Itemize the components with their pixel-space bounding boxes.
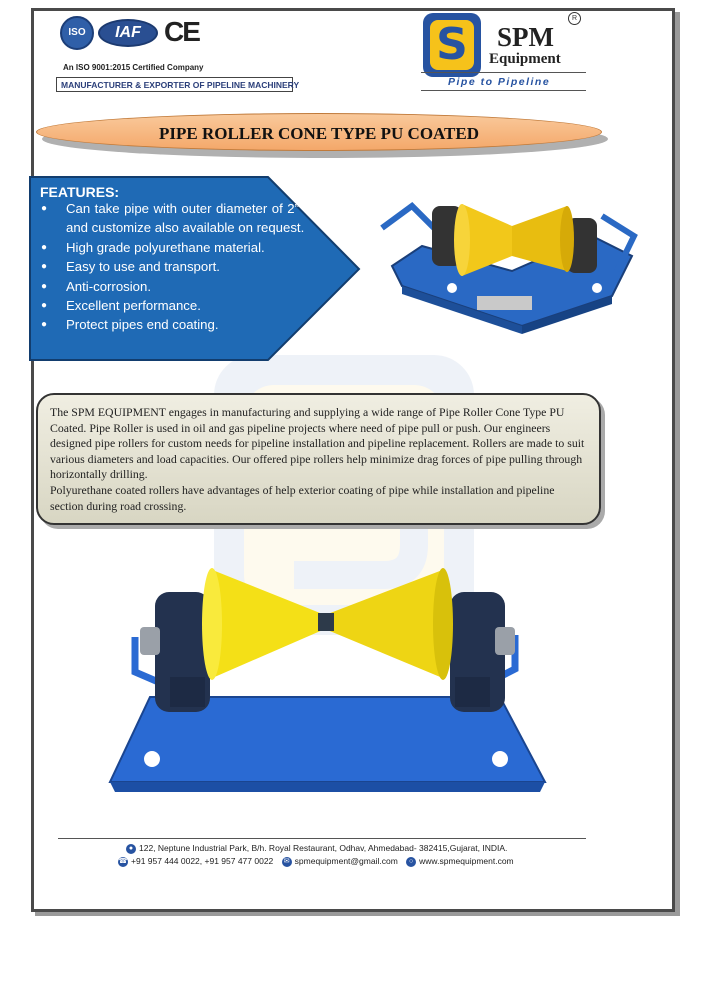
description-paragraph: The SPM EQUIPMENT engages in manufacturing and supplying a wide range of Pipe Roller Cone Type PU Coated. Pipe Roller is used in oil and gas pipeline projects where need of pipe pull or push. Our engineers designed pipe rollers for custom needs for pipeline installation and pipeline replacement. Rollers are made to suit various diameters and load capacities. Our offered pipe rollers help minimize drag forces of pipe pulling through horizontally drilling. — [50, 405, 585, 482]
phone-icon: ☎ — [118, 857, 128, 865]
page-title: PIPE ROLLER CONE TYPE PU COATED — [158, 124, 480, 143]
website-link[interactable]: www.spmequipment.com — [419, 856, 514, 866]
logo-letter: S — [436, 19, 468, 70]
address-text: 122, Neptune Industrial Park, B/h. Royal Restaurant, Odhav, Ahmedabad- 382415,Gujarat, INDIA. — [139, 843, 508, 853]
registered-mark-icon: R — [568, 12, 581, 25]
manufacturer-text: MANUFACTURER & EXPORTER OF PIPELINE MACHINERY — [61, 80, 300, 90]
description-box — [36, 393, 601, 525]
title-banner — [36, 113, 602, 151]
manufacturer-box — [56, 77, 300, 92]
email-icon: ✉ — [282, 857, 292, 867]
page-shadow-bottom — [35, 912, 680, 916]
footer-address — [126, 843, 507, 854]
feature-item: ● Protect pipes end coating. — [38, 315, 338, 334]
divider — [421, 72, 586, 73]
brand-tagline: Pipe to Pipeline — [448, 76, 551, 88]
feature-item: ● Excellent performance. — [38, 296, 338, 315]
description-paragraph: Polyurethane coated rollers have advantages of help exterior coating of pipe while installation and pipeline section during road crossing. — [50, 482, 555, 513]
ce-mark-logo: CE — [164, 16, 199, 47]
spm-logo-icon — [423, 13, 481, 77]
brand-subtitle: Equipment — [489, 51, 561, 67]
location-pin-icon: ● — [126, 844, 136, 854]
email-link[interactable]: spmequipment@gmail.com — [294, 856, 398, 866]
divider — [421, 90, 586, 91]
brand-name: SPM — [497, 22, 554, 52]
phone-text: +91 957 444 0022, +91 957 477 0022 — [131, 856, 274, 866]
feature-item: ● Anti-corrosion. — [38, 277, 338, 296]
iaf-logo: IAF — [98, 19, 158, 47]
iso-logo: ISO — [60, 16, 94, 50]
features-heading: FEATURES: — [40, 184, 120, 200]
feature-item: ● High grade polyurethane material. — [38, 238, 338, 257]
features-list — [38, 199, 338, 335]
feature-item: ● Can take pipe with outer diameter of 2” to 36” and customize also available on request. — [38, 199, 338, 238]
footer-divider — [58, 838, 586, 839]
footer-contact — [118, 856, 514, 867]
pipe-roller-photo-angled — [362, 176, 647, 334]
page-shadow-right — [675, 12, 680, 916]
certified-company-text: An ISO 9001:2015 Certified Company — [63, 63, 204, 72]
pipe-roller-photo-front — [100, 547, 550, 797]
feature-item: ● Easy to use and transport. — [38, 257, 338, 276]
web-icon: ○ — [406, 857, 416, 867]
